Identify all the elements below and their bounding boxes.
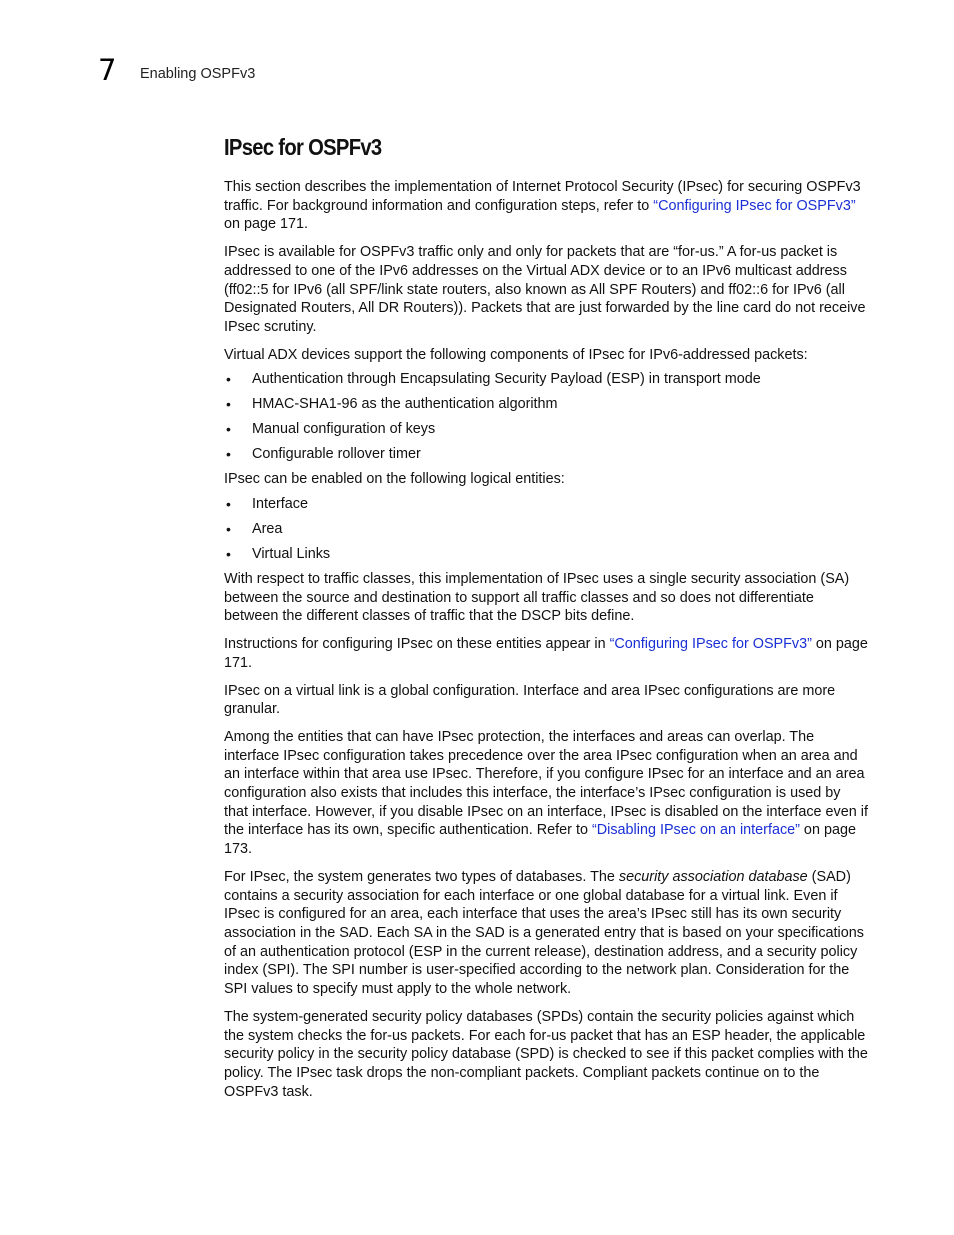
paragraph-components-intro: Virtual ADX devices support the following components of IPsec for IPv6-addressed packets: [224,346,808,363]
list-item: • Authentication through Encapsulating Security Payload (ESP) in transport mode [226,371,761,388]
chapter-number: 7 [98,53,117,87]
components-list [224,370,868,464]
bullet-icon: • [226,446,231,463]
paragraph-text: Among the entities that can have IPsec protection, the interfaces and areas can overlap. The interface IPsec configuration takes precedence over the area IPsec configuration when an area and an interface within that area use IPsec. Therefore, if you configure IPsec for an interface and an area configuration also exists that includes this interface, the interface’s IPsec configuration is used by that interface. However, if you disable IPsec on an interface, IPsec is disabled on the interface even if the interface has its own, specific authentication. Refer to [224,728,868,839]
list-item: • HMAC-SHA1-96 as the authentication algorithm [226,396,558,413]
list-item: • Virtual Links [226,546,331,563]
paragraph-spd: The system-generated security policy databases (SPDs) contain the security policies against which the system checks the for-us packets. For each for-us packet that has an ESP header, the applicable security policy in the security policy database (SPD) is checked to see if this packet complies with the policy. The IPsec task drops the non-compliant packets. Compliant packets continue on to the OSPFv3 task. [224,1008,868,1100]
list-item: • Configurable rollover timer [226,446,421,463]
link-configuring-ipsec[interactable]: “Configuring IPsec for OSPFv3” [653,197,856,214]
page-content [224,132,868,1110]
bullet-icon: • [226,396,231,413]
entities-list [224,495,868,564]
chapter-running-title: Enabling OSPFv3 [140,66,256,82]
bullet-icon: • [226,421,231,438]
link-disabling-ipsec[interactable]: “Disabling IPsec on an interface” [591,822,800,839]
emphasis-term: security association database [618,868,808,885]
paragraph-intro [224,178,868,234]
paragraph-traffic-classes: With respect to traffic classes, this implementation of IPsec uses a single security association (SA) between the source and destination to support all traffic classes and so does not differentiate between the different classes of traffic that the DSCP bits define. [224,571,850,625]
paragraph-text: on page 171. [224,216,309,233]
paragraph-text: For IPsec, the system generates two types of databases. The [224,868,619,885]
paragraph-sad [224,868,868,999]
paragraph-virtual-link: IPsec on a virtual link is a global configuration. Interface and area IPsec configurations are more granular. [224,682,836,718]
paragraph-text: on page 171. [224,636,868,671]
paragraph-instructions [224,635,868,672]
list-item: • Manual configuration of keys [226,421,436,438]
paragraph-text: (SAD) contains a security association for each interface or one global database for a virtual link. Even if IPsec is configured for an area, each interface that uses the area’s IPsec still has its own security association in the SAD. Each SA in the SAD is a generated entry that is based on your specifications of an authentication protocol (ESP in the current release), destination address, and a security policy index (SPI). The SPI number is user-specified according to the network plan. Consideration for the SPI values to specify must apply to the whole network. [224,868,864,998]
paragraph-text: on page 173. [224,822,856,858]
list-item: • Area [226,521,283,538]
bullet-icon: • [226,496,231,513]
bullet-icon: • [226,546,231,563]
bullet-icon: • [226,371,231,388]
paragraph-entities-intro: IPsec can be enabled on the following logical entities: [224,471,565,488]
link-configuring-ipsec[interactable]: “Configuring IPsec for OSPFv3” [609,636,812,653]
paragraph-text: Instructions for configuring IPsec on these entities appear in [224,636,610,653]
paragraph-overlap [224,728,868,859]
bullet-icon: • [226,521,231,538]
section-title: IPsec for OSPFv3 [224,134,382,160]
list-item: • Interface [226,496,308,513]
paragraph-for-us: IPsec is available for OSPFv3 traffic only and only for packets that are “for-us.” A for-us packet is addressed to one of the IPv6 addresses on the Virtual ADX device or to an IPv6 multicast address (ff02::5 for IPv6 (all SPF/link state routers, also known as All SPF Routers) and ff02::6 for IPv6 (all Designated Routers, All DR Routers)). Packets that are just forwarded by the line card do not receive IPsec scrutiny. [224,244,866,335]
paragraph-text: This section describes the implementation of Internet Protocol Security (IPsec) for securing OSPFv3 traffic. For background information and configuration steps, refer to [224,179,861,214]
